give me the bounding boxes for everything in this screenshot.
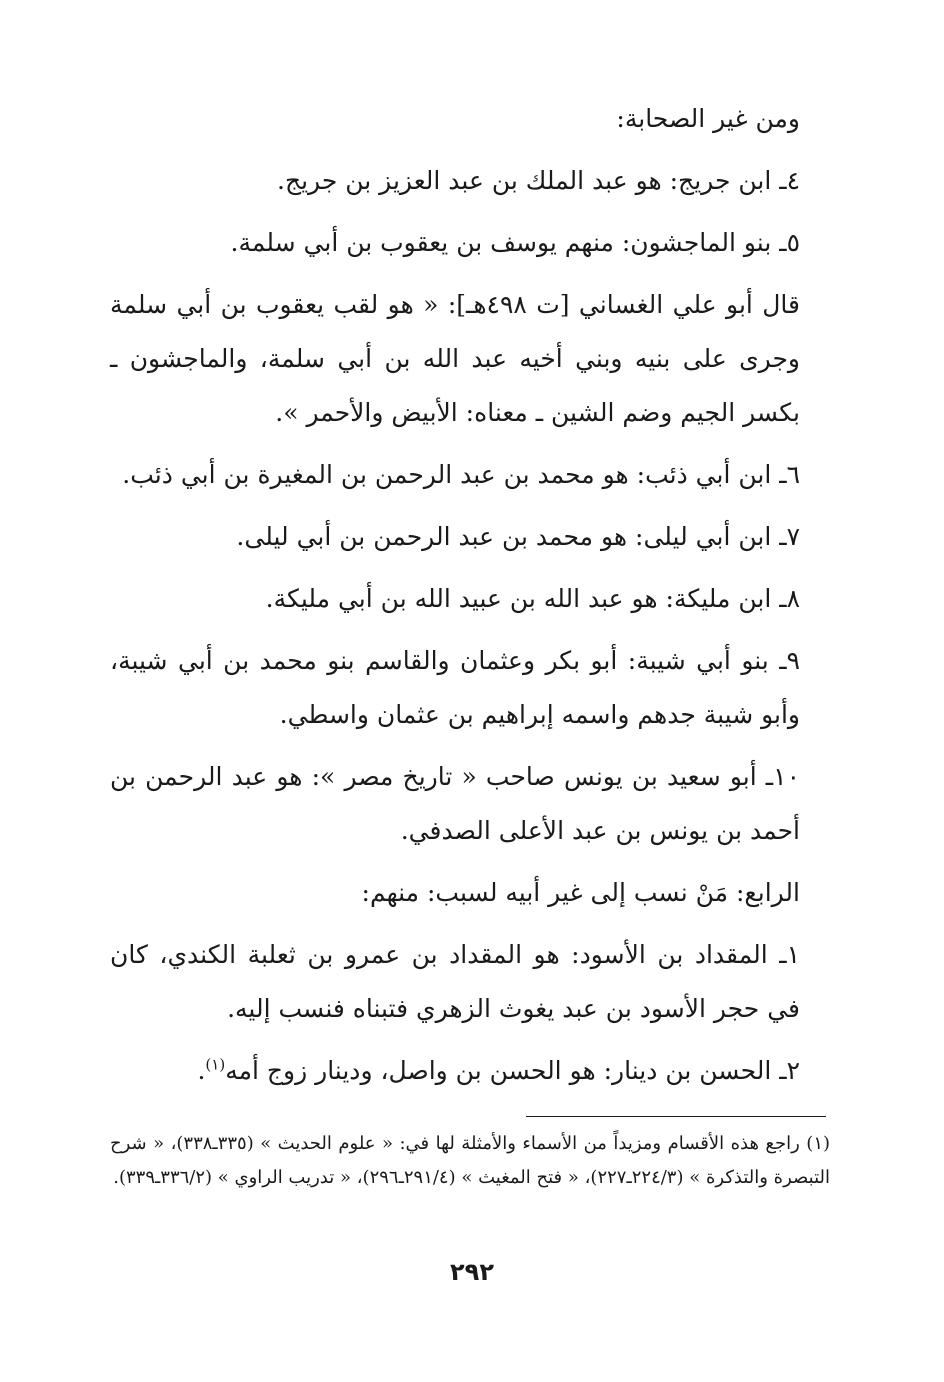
paragraph-banu-majishun: ٥ـ بنو الماجشون: منهم يوسف بن يعقوب بن أبي سلمة. [230,228,800,257]
paragraph-hasan-end: . [197,1056,206,1085]
page-number: ٢٩٢ [450,1258,494,1286]
paragraph-ibn-abi-dhib: ٦ـ ابن أبي ذئب: هو محمد بن عبد الرحمن بن المغيرة بن أبي ذئب. [122,460,800,489]
paragraph-ibn-yunus: ١٠ـ أبو سعيد بن يونس صاحب « تاريخ مصر »: هو عبد الرحمن بن أحمد بن يونس بن عبد الأعلى الصدفي. [110,762,800,845]
main-text [110,92,830,1098]
paragraph-other-than-companions: ومن غير الصحابة: [616,104,800,133]
footnote-reference: (١) [205,1055,226,1074]
paragraph-hasan-text: ٢ـ الحسن بن دينار: هو الحسن بن واصل، ودينار زوج أمه [225,1056,800,1085]
paragraph-ibn-mulayka: ٨ـ ابن مليكة: هو عبد الله بن عبيد الله بن أبي مليكة. [265,584,800,613]
footnote-divider [526,1116,826,1117]
footnote [110,1127,830,1195]
footnote-text: (١) راجع هذه الأقسام ومزيداً من الأسماء والأمثلة لها في: « علوم الحديث » (٣٣٥ـ٣٣٨)، « شرح التبصرة والتذكرة » (٢٢٤/٣ـ٢٢٧)، « فتح المغيث » (٢٩١/٤ـ٢٩٦)، « تدريب الراوي » (٣٣٦/٢ـ٣٣٩). [110,1133,831,1188]
paragraph-banu-abi-shayba: ٩ـ بنو أبي شيبة: أبو بكر وعثمان والقاسم بنو محمد بن أبي شيبة، وأبو شيبة جدهم واسمه إبراهيم بن عثمان واسطي. [110,646,800,729]
paragraph-ibn-jurayj: ٤ـ ابن جريج: هو عبد الملك بن عبد العزيز بن جريج. [277,166,800,195]
paragraph-hasan-ibn-dinar [110,1044,830,1098]
paragraph-ghassani-quote: قال أبو علي الغساني [ت ٤٩٨هـ]: « هو لقب يعقوب بن أبي سلمة وجرى على بنيه وبني أخيه عبد الله بن أبي سلمة، والماجشون ـ بكسر الجيم وضم الشين ـ معناه: الأبيض والأحمر ». [110,290,800,427]
paragraph-ibn-abi-layla: ٧ـ ابن أبي ليلى: هو محمد بن عبد الرحمن بن أبي ليلى. [236,522,800,551]
section-heading-fourth: الرابع: مَنْ نسب إلى غير أبيه لسبب: منهم: [361,878,800,907]
paragraph-miqdad: ١ـ المقداد بن الأسود: هو المقداد بن عمرو بن ثعلبة الكندي، كان في حجر الأسود بن عبد يغوث الزهري فتبناه فنسب إليه. [110,940,800,1023]
